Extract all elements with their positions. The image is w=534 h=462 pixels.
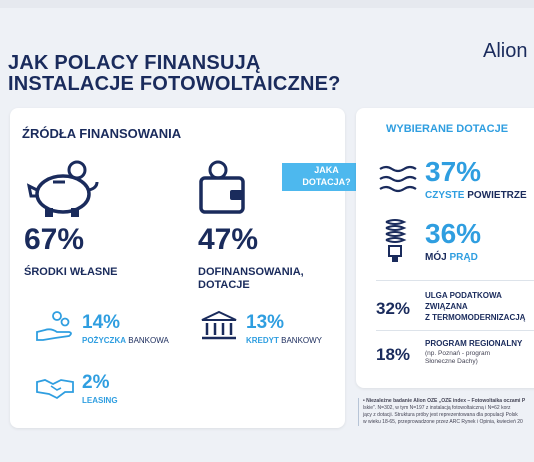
bank-icon: [200, 310, 238, 342]
credit-percent: 13%: [246, 312, 285, 333]
regional-subtitle: [425, 350, 490, 366]
financing-sources-title: ŹRÓDŁA FINANSOWANIA: [22, 126, 182, 141]
footnote-line-3: jący z dotacji. Struktura próby jest reprezentowana dla populacji Polsk: [363, 412, 518, 418]
cofinancing-label: [198, 266, 304, 292]
handshake-icon: [35, 372, 75, 402]
cofinancing-label-line-2: DOTACJE: [198, 279, 250, 291]
piggy-bank-icon: [25, 160, 103, 218]
tax-relief-line-3: Z TERMOMODERNIZACJĄ: [425, 313, 526, 322]
brand-logo: Alion: [483, 40, 528, 62]
regional-title: PROGRAM REGIONALNY: [425, 339, 523, 348]
wallet-icon: [198, 160, 248, 216]
regional-sub-line-1: (np. Poznań - program: [425, 350, 491, 357]
own-funds-percent: 67%: [24, 223, 85, 256]
my-power-percent: 36%: [425, 218, 482, 249]
hand-coins-icon: [35, 310, 75, 344]
air-waves-icon: [378, 163, 418, 195]
which-subsidy-line-2: DOTACJA?: [302, 177, 351, 187]
which-subsidy-text: [289, 164, 364, 188]
top-bar: [0, 0, 534, 8]
leasing-label: LEASING: [82, 396, 118, 405]
regional-sub-line-2: Słoneczne Dachy): [425, 358, 478, 365]
footnote-line-2: lskie". N=302, w tym N=197 z instalacją fotowoltaiczną i N=62 korz: [363, 405, 511, 411]
footnote-line-4: w wieku 18-65, przeprowadzone przez ARC Rynek i Opinia, kwiecień 20: [363, 419, 523, 425]
cofinancing-label-line-1: DOFINANSOWANIA,: [198, 266, 304, 278]
page-title: [8, 53, 341, 95]
own-funds-label: ŚRODKI WŁASNE: [24, 266, 118, 278]
divider-1: [376, 280, 534, 281]
which-subsidy-line-1: JAKA: [314, 165, 339, 175]
clean-air-label: CZYSTE POWIETRZE: [425, 190, 527, 201]
clean-air-percent: 37%: [425, 156, 482, 187]
title-line-2: INSTALACJE FOTOWOLTAICZNE?: [8, 73, 341, 95]
leasing-percent: 2%: [82, 372, 110, 393]
energy-bulb-icon: [380, 218, 410, 266]
my-power-label: MÓJ PRĄD: [425, 252, 478, 263]
tax-relief-line-1: ULGA PODATKOWA: [425, 291, 502, 300]
tax-relief-percent: 32%: [376, 299, 411, 318]
footnote-line-1: • Niezależne badanie Alion OZE „OZE index – Fotowoltaika oczami P: [363, 398, 526, 404]
regional-percent: 18%: [376, 345, 411, 364]
footnote: [358, 398, 534, 426]
cofinancing-percent: 47%: [198, 223, 259, 256]
tax-relief-line-2: ZWIĄZANA: [425, 302, 468, 311]
tax-relief-label: [425, 290, 525, 323]
title-line-1: JAK POLACY FINANSUJĄ: [8, 52, 261, 74]
loan-percent: 14%: [82, 312, 121, 333]
chosen-subsidies-title: WYBIERANE DOTACJE: [386, 123, 509, 135]
divider-2: [376, 330, 534, 331]
loan-label: POŻYCZKA BANKOWA: [82, 336, 169, 345]
credit-label: KREDYT BANKOWY: [246, 336, 323, 345]
